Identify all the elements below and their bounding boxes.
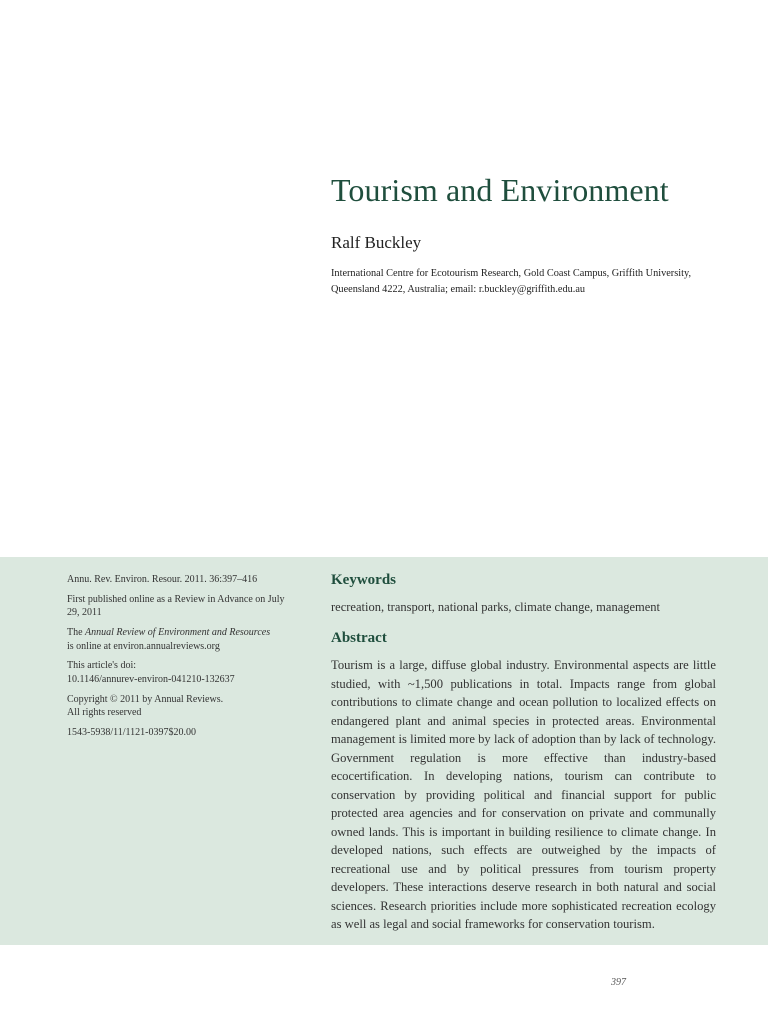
copyright: Copyright © 2011 by Annual Reviews. xyxy=(67,693,224,705)
publication-date: First published online as a Review in Advance on July 29, 2011 xyxy=(67,593,285,619)
journal-info xyxy=(67,626,297,653)
journal-url: is online at environ.annualreviews.org xyxy=(67,640,220,652)
copyright-info xyxy=(67,693,297,720)
author-name: Ralf Buckley xyxy=(331,233,422,252)
citation: Annu. Rev. Environ. Resour. 2011. 36:397–416 xyxy=(67,574,258,585)
rights: All rights reserved xyxy=(67,707,142,719)
abstract-heading: Abstract xyxy=(331,630,387,646)
page-number: 397 xyxy=(611,977,626,988)
abstract-text: Tourism is a large, diffuse global industry. Environmental aspects are little studied, with ~1,500 publications in total. Impacts range from global contributions to climate change and ocean pollution to localized effects on endangered plant and animal species in protected areas. Environmental management is limited more by lack of adoption than by lack of technology. Government regulation is more effective than industry-based ecocertification. In developing nations, tourism can contribute to conservation by providing political and financial support for public protected area agencies and for conservation on private and communally owned lands. This is important in building resilience to climate change. In developed nations, such effects are outweighed by the impacts of recreational use and by political pressures from tourism property developers. These interactions deserve research in both natural and social sciences. Research priorities include more sophisticated recreation ecology as well as legal and social frameworks for conservation tourism. xyxy=(331,658,716,931)
author-affiliation: International Centre for Ecotourism Research, Gold Coast Campus, Griffith University, Queensland 4222, Australia; email: r.buckley@griffith.edu.au xyxy=(331,268,692,295)
journal-prefix: The xyxy=(67,627,86,639)
doi-value: 10.1146/annurev-environ-041210-132637 xyxy=(67,673,235,685)
article-title: Tourism and Environment xyxy=(331,172,669,208)
journal-name: Annual Review of Environment and Resources xyxy=(85,627,271,639)
keywords-heading: Keywords xyxy=(331,572,396,588)
doi-info xyxy=(67,659,297,686)
keywords-list: recreation, transport, national parks, climate change, management xyxy=(331,600,661,614)
abstract-column xyxy=(331,572,716,934)
publication-info-sidebar xyxy=(67,573,297,746)
doi-label: This article's doi: xyxy=(67,660,137,672)
issn: 1543-5938/11/1121-0397$20.00 xyxy=(67,726,196,738)
